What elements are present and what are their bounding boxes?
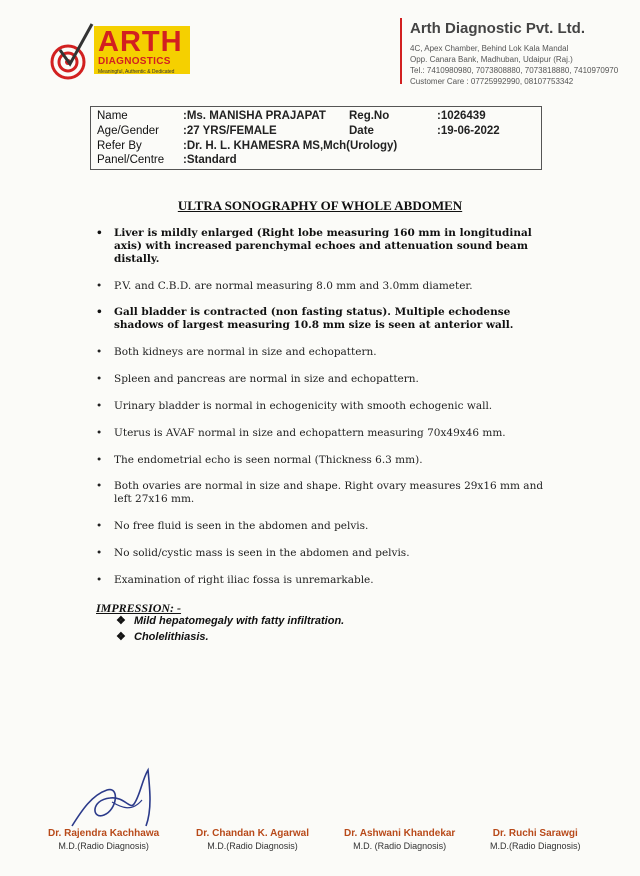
bullet: •	[96, 280, 103, 292]
date-value: :19-06-2022	[437, 125, 500, 137]
doctor-qualification: M.D.(Radio Diagnosis)	[58, 841, 149, 851]
bullet: •	[96, 454, 103, 466]
bullet: •	[96, 427, 103, 439]
logo-subtitle: DIAGNOSTICS	[98, 56, 171, 67]
finding-text: Both kidneys are normal in size and echopattern.	[114, 346, 377, 358]
bullet: •	[96, 520, 103, 532]
bullet: •	[96, 574, 103, 586]
finding-text: Gall bladder is contracted (non fasting status). Multiple echodense shadows of largest measuring 10.8 mm size is seen at anterior wall.	[114, 306, 514, 331]
finding-text: No free fluid is seen in the abdomen and pelvis.	[114, 520, 369, 532]
name-value: :Ms. MANISHA PRAJAPAT	[183, 110, 326, 122]
panel-value: :Standard	[183, 154, 237, 166]
doctor-name: Dr. Rajendra Kachhawa	[48, 828, 160, 839]
bullet: •	[96, 400, 103, 412]
impression-item	[116, 630, 209, 643]
report-title: ULTRA SONOGRAPHY OF WHOLE ABDOMEN	[177, 198, 463, 213]
logo-name: ARTH	[98, 26, 183, 58]
doctor-block	[490, 828, 581, 851]
bullet: •	[96, 373, 103, 385]
age-gender-value: :27 YRS/FEMALE	[183, 125, 277, 137]
panel-label: Panel/Centre	[97, 154, 165, 166]
header-divider	[400, 18, 402, 84]
impression-heading: IMPRESSION: -	[96, 601, 182, 615]
impression-text: Mild hepatomegaly with fatty infiltration.	[134, 615, 345, 627]
finding-text: Spleen and pancreas are normal in size and echopattern.	[114, 373, 419, 385]
age-gender-label: Age/Gender	[97, 125, 160, 137]
reg-label: Reg.No	[349, 110, 390, 122]
finding-text: Examination of right iliac fossa is unremarkable.	[114, 574, 374, 586]
bullet: •	[96, 346, 103, 358]
doctor-qualification: M.D.(Radio Diagnosis)	[490, 841, 581, 851]
finding-text: Liver is mildly enlarged (Right lobe measuring 160 mm in longitudinal axis) with increased parenchymal echoes and attenuation sound beam distally.	[114, 227, 532, 265]
bullet: •	[96, 547, 103, 559]
bullet: •	[96, 480, 103, 492]
address-line: 4C, Apex Chamber, Behind Lok Kala Mandal	[410, 44, 569, 53]
doctor-block	[344, 828, 455, 851]
patient-info-box	[90, 106, 542, 170]
doctor-block	[196, 828, 309, 851]
bullet: •	[96, 306, 103, 318]
doctor-name: Dr. Ruchi Sarawgi	[492, 828, 578, 839]
diamond-bullet-icon: ❖	[116, 631, 126, 643]
diamond-bullet-icon: ❖	[116, 615, 126, 627]
refer-value: :Dr. H. L. KHAMESRA MS,Mch(Urology)	[183, 140, 398, 152]
impression-text: Cholelithiasis.	[134, 631, 209, 643]
company-info	[410, 20, 618, 87]
bullet: •	[96, 227, 103, 239]
finding-text: P.V. and C.B.D. are normal measuring 8.0 mm and 3.0mm diameter.	[114, 280, 473, 292]
doctor-qualification: M.D.(Radio Diagnosis)	[207, 841, 298, 851]
logo-tagline: Meaningful, Authentic & Dedicated	[98, 69, 175, 75]
address-line: Opp. Canara Bank, Madhuban, Udaipur (Raj.)	[410, 55, 573, 64]
doctor-block	[48, 828, 159, 851]
finding-text: The endometrial echo is seen normal (Thickness 6.3 mm).	[114, 454, 423, 466]
finding-text: Urinary bladder is normal in echogenicity with smooth echogenic wall.	[114, 400, 493, 412]
doctor-name: Dr. Ashwani Khandekar	[344, 828, 456, 839]
finding-text: No solid/cystic mass is seen in the abdomen and pelvis.	[114, 547, 410, 559]
date-label: Date	[349, 125, 374, 137]
reg-value: :1026439	[437, 110, 486, 122]
doctor-qualification: M.D. (Radio Diagnosis)	[353, 841, 447, 851]
telephone-line: Tel.: 7410980980, 7073808880, 7073818880, 7410970970	[410, 66, 619, 75]
target-check-icon	[46, 20, 96, 82]
customer-care-line: Customer Care : 07725992990, 08107753342	[410, 77, 574, 86]
finding-text: Both ovaries are normal in size and shape. Right ovary measures 29x16 mm and left 27x16 mm.	[114, 480, 544, 505]
handwritten-signature	[62, 760, 172, 830]
company-name: Arth Diagnostic Pvt. Ltd.	[410, 20, 586, 37]
name-label: Name	[97, 110, 128, 122]
company-logo	[46, 20, 196, 82]
finding-text: Uterus is AVAF normal in size and echopattern measuring 70x49x46 mm.	[114, 427, 506, 439]
impression-item	[116, 614, 344, 627]
doctor-name: Dr. Chandan K. Agarwal	[196, 828, 309, 839]
refer-label: Refer By	[97, 140, 142, 152]
